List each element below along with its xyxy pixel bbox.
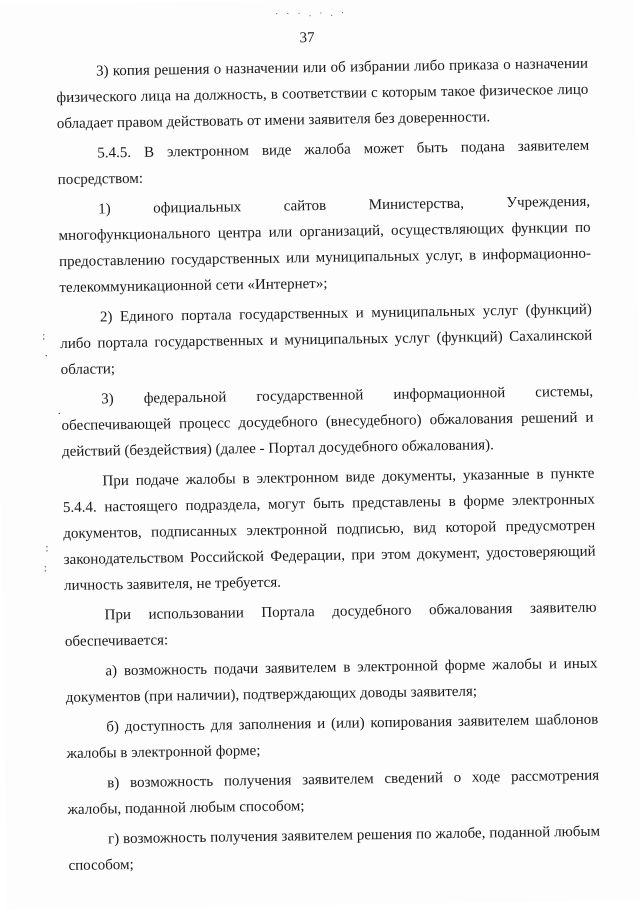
paragraph-item-1-official-sites: 1) официальных сайтов Министерства, Учреждения, многофункционального центра или организаций, осуществляющих функции по предоставлению государственных или муниципальных услуг, в информационно-телекоммуникационной сети «Интернет»; xyxy=(58,193,592,297)
paragraph-item-2-unified-portal: 2) Единого портала государственных и муниципальных услуг (функций) либо портала государственных и муниципальных услуг (функций) Сахалинской области; xyxy=(60,301,593,379)
document-body xyxy=(56,51,601,879)
paragraph-5-4-5: 5.4.5. В электронном виде жалоба может быть подана заявителем посредством: xyxy=(57,137,590,189)
paragraph-item-3-copy-decision: 3) копия решения о назначении или об избрании либо приказа о назначении физического лица на должность, в соответствии с которым такое физическое лицо обладает правом действовать от имени заявителя без доверенности. xyxy=(56,55,589,133)
margin-mark: · xyxy=(44,350,49,363)
page-number: 37 xyxy=(299,30,315,47)
scan-artifact-marks: · · · . · . · xyxy=(275,7,348,19)
margin-mark: · xyxy=(57,408,62,421)
paragraph-item-v: в) возможность получения заявителем сведений о ходе рассмотрения жалобы, поданной любым способом; xyxy=(67,767,600,819)
margin-mark: : xyxy=(43,562,47,575)
paragraph-item-a: а) возможность подачи заявителем в электронной форме жалобы и иных документов (при наличии), подтверждающих доводы заявителя; xyxy=(65,655,598,707)
paragraph-portal-provides: При использовании Портала досудебного обжалования заявителю обеспечивается: xyxy=(64,599,597,651)
paragraph-item-b: б) доступность для заполнения и (или) копирования заявителем шаблонов жалобы в электронной форме; xyxy=(66,711,599,763)
margin-mark: : xyxy=(42,330,46,343)
margin-mark: : xyxy=(45,542,49,555)
paragraph-item-g: г) возможность получения заявителем решения по жалобе, поданной любым способом; xyxy=(68,823,601,875)
paragraph-item-3-federal-system: 3) федеральной государственной информационной системы, обеспечивающей процесс досудебного (внесудебного) обжалования решений и действий (бездействия) (далее - Портал досудебного обжалования). xyxy=(61,383,594,461)
paragraph-electronic-documents: При подаче жалобы в электронном виде документы, указанные в пункте 5.4.4. настоящего подраздела, могут быть представлены в форме электронных документов, подписанных электронной подписью, вид которой предусмотрен законодательством Российской Федерации, при этом документ, удостоверяющий личность заявителя, не требуется. xyxy=(62,465,596,595)
